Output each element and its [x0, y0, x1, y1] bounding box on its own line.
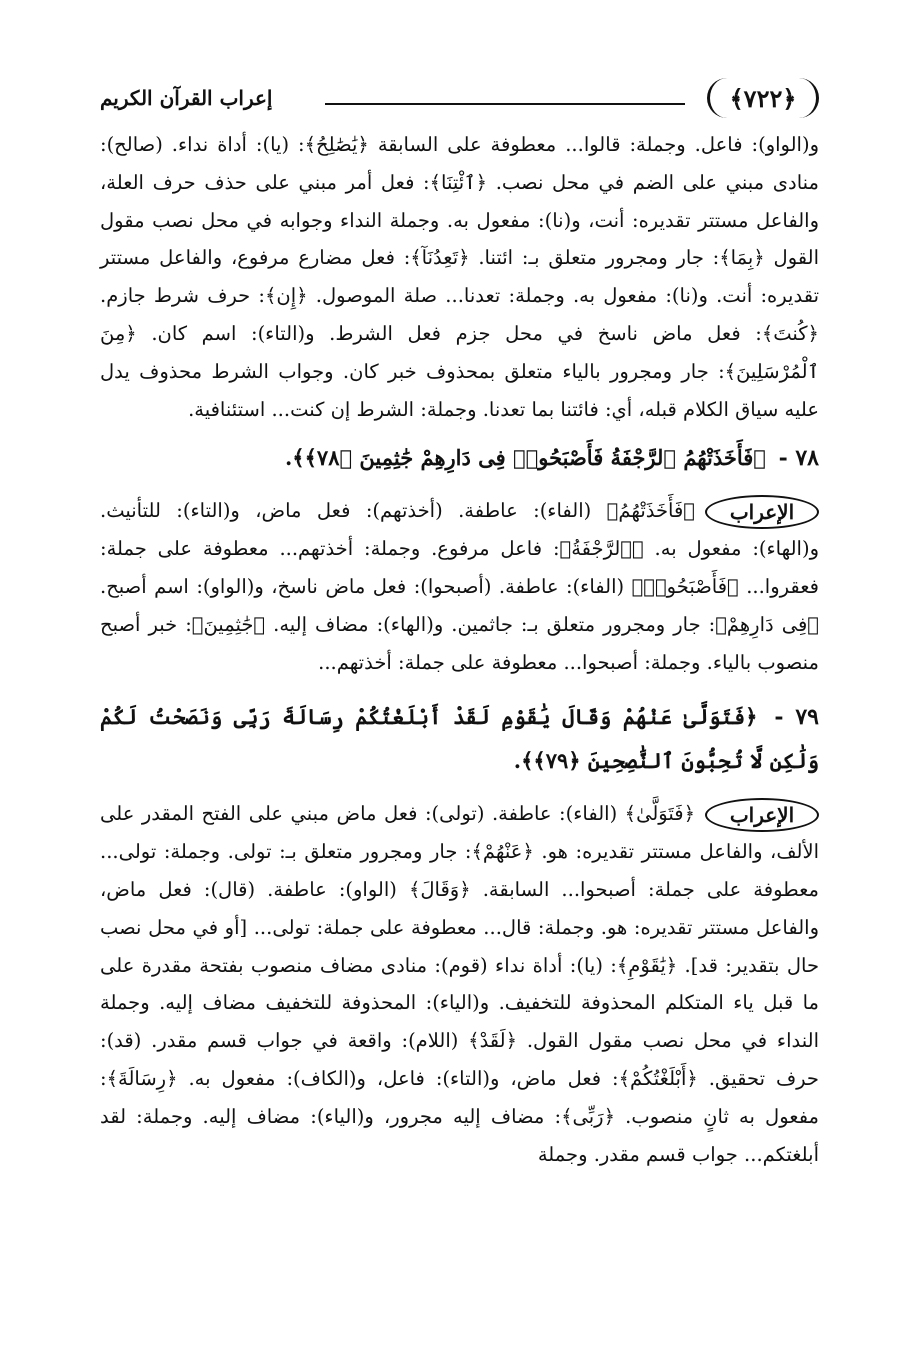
irab-79: [100, 795, 819, 1173]
page-body: [100, 126, 819, 1173]
irab-badge: الإعراب: [705, 495, 819, 529]
verse-78: [100, 436, 819, 480]
verse-text: ﴿فَأَخَذَتْهُمُ ٱلرَّجْفَةُ فَأَصْبَحُوا۟ فِى دَارِهِمْ جَٰثِمِينَ ﴿٧٨﴾﴾.: [285, 445, 766, 471]
paragraph-continuation: و(الواو): فاعل. وجملة: قالوا... معطوفة على السابقة ﴿يَٰصَٰلِحُ﴾: (يا): أداة نداء. (صالح): منادى مبني على الضم في محل نصب. ﴿ٱئْتِنَا﴾: فعل أمر مبني على حذف حرف العلة، والفاعل مستتر تقديره: أنت، و(نا): مفعول به. وجملة النداء وجوابه في محل نصب مقول القول ﴿بِمَا﴾: جار ومجرور متعلق بـ: ائتنا. ﴿تَعِدُنَآ﴾: فعل مضارع مرفوع، والفاعل مستتر تقديره: أنت. و(نا): مفعول به. وجملة: تعدنا... صلة الموصول. ﴿إِن﴾: حرف شرط جازم. ﴿كُنتَ﴾: فعل ماض ناسخ في محل جزم فعل الشرط. و(التاء): اسم كان. ﴿مِنَ ٱلْمُرْسَلِينَ﴾: جار ومجرور بالياء متعلق بمحذوف خبر كان. وجواب الشرط محذوف يدل عليه سياق الكلام قبله، أي: فائتنا بما تعدنا. وجملة: الشرط إن كنت... استئنافية.: [100, 133, 819, 421]
verse-79: [100, 695, 819, 783]
page-header: [100, 70, 819, 126]
verse-number: ٧٩ -: [774, 704, 819, 731]
page-number: ﴿٧٢٢﴾: [707, 78, 819, 118]
header-rule: [325, 103, 685, 105]
irab-text: ﴿فَأَخَذَتْهُمُ﴾ (الفاء): عاطفة. (أخذتهم): فعل ماض، و(التاء): للتأنيث. و(الهاء): مفعول به. ﴿ٱلرَّجْفَةُ﴾: فاعل مرفوع. وجملة: أخذتهم... معطوفة على جملة: فعقروا... ﴿فَأَصْبَحُوا۟﴾ (الفاء): عاطفة. (أصبحوا): فعل ماض ناسخ، و(الواو): اسم أصبح. ﴿فِى دَارِهِمْ﴾: جار ومجرور متعلق بـ: جاثمين. و(الهاء): مضاف إليه. ﴿جَٰثِمِينَ﴾: خبر أصبح منصوب بالياء. وجملة: أصبحوا... معطوفة على جملة: أخذتهم...: [100, 499, 819, 674]
book-title: إعراب القرآن الكريم: [100, 86, 273, 110]
irab-badge: الإعراب: [705, 798, 819, 832]
verse-text: ﴿فَتَوَلَّىٰ عَنْهُمْ وَقَالَ يَٰقَوْمِ لَقَدْ أَبْلَغْتُكُمْ رِسَالَةَ رَبِّى وَنَصَحْتُ لَكُمْ وَلَٰكِن لَّا تُحِبُّونَ ٱلنَّٰصِحِينَ ﴿٧٩﴾﴾.: [100, 704, 819, 774]
verse-number: ٧٨ -: [778, 445, 819, 472]
irab-text: ﴿فَتَوَلَّىٰ﴾ (الفاء): عاطفة. (تولى): فعل ماض مبني على الفتح المقدر على الألف، والفاعل مستتر تقديره: هو. ﴿عَنْهُمْ﴾: جار ومجرور متعلق بـ: تولى. وجملة: تولى... معطوفة على جملة: أصبحوا... السابقة. ﴿وَقَالَ﴾ (الواو): عاطفة. (قال): فعل ماض، والفاعل مستتر تقديره: هو. وجملة: قال... معطوفة على جملة: تولى... [أو في محل نصب حال بتقدير: قد]. ﴿يَٰقَوْمِ﴾: (يا): أداة نداء (قوم): منادى مضاف منصوب بفتحة مقدرة على ما قبل ياء المتكلم المحذوفة للتخفيف. و(الياء): المحذوفة للتخفيف مضاف إليه. وجملة النداء في محل نصب مقول القول. ﴿لَقَدْ﴾ (اللام): واقعة في جواب قسم مقدر. (قد): حرف تحقيق. ﴿أَبْلَغْتُكُمْ﴾: فعل ماض، و(التاء): فاعل، و(الكاف): مفعول به. ﴿رِسَالَةَ﴾: مفعول به ثانٍ منصوب. ﴿رَبِّى﴾: مضاف إليه مجرور، و(الياء): مضاف إليه. وجملة: لقد أبلغتكم... جواب قسم مقدر. وجملة: [100, 802, 819, 1166]
irab-78: [100, 492, 819, 681]
